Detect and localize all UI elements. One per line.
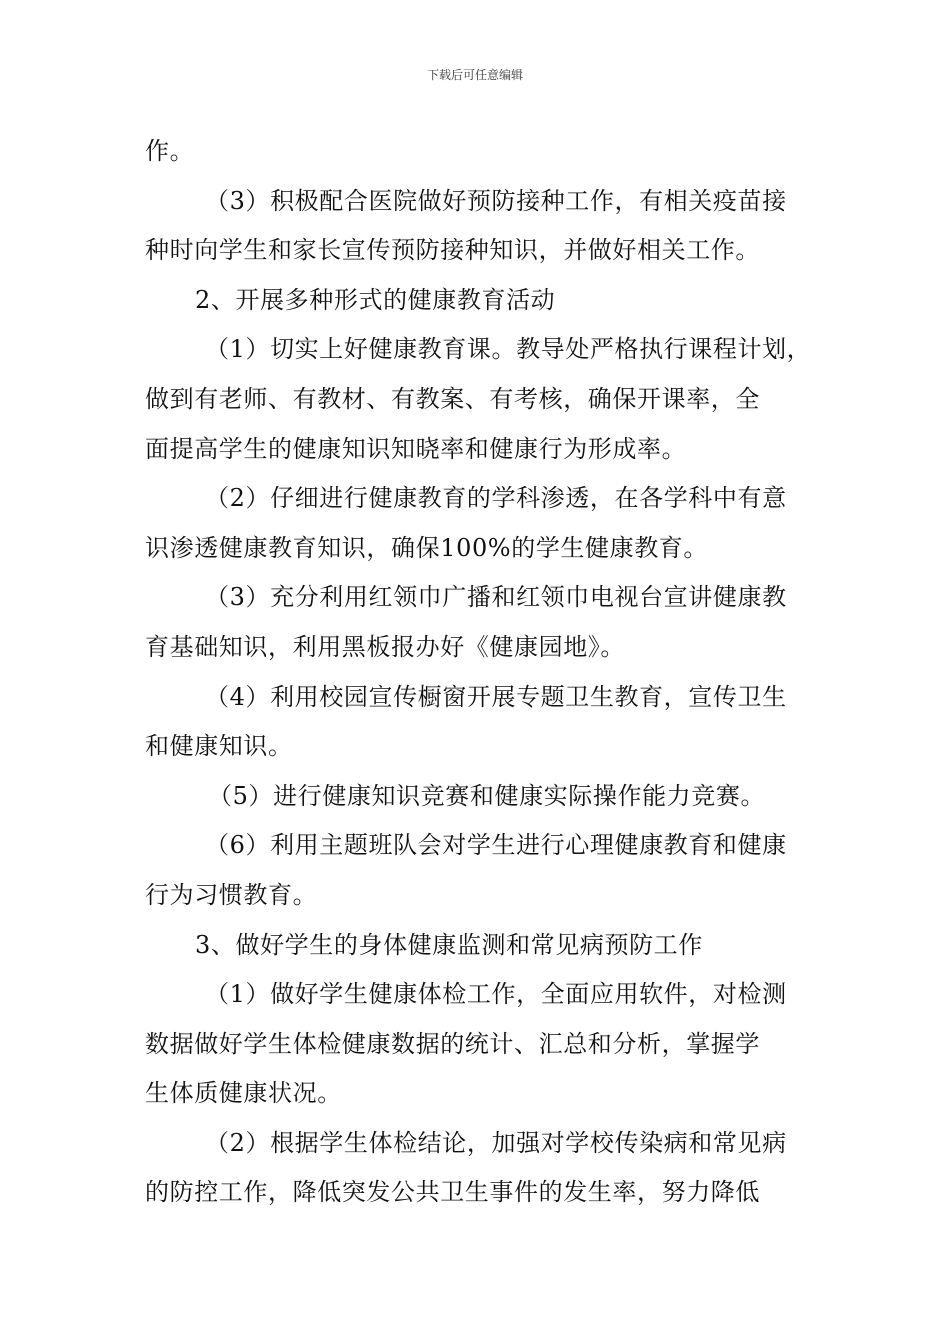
text-line: 生体质健康状况。 [145,1079,342,1108]
text-line: 做到有老师、有教材、有教案、有考核，确保开课率，全 [145,384,760,413]
text-line: 和健康知识。 [145,732,293,761]
page-header: 下载后可任意编辑 [426,68,523,82]
section-heading: 2、开展多种形式的健康教育活动 [195,285,556,314]
text-line: 育基础知识，利用黑板报办好《健康园地》。 [145,632,625,661]
text-line: 种时向学生和家长宣传预防接种知识，并做好相关工作。 [145,236,760,265]
text-line: 识渗透健康教育知识，确保100%的学生健康教育。 [145,533,709,562]
text-line: （4）利用校园宣传橱窗开展专题卫生教育，宣传卫生 [205,682,787,711]
text-line: 作。 [145,137,195,165]
text-line: （1）切实上好健康教育课。教导处严格执行课程计划， [205,335,812,364]
text-line: （6）利用主题班队会对学生进行心理健康教育和健康 [205,831,787,860]
section-heading: 3、做好学生的身体健康监测和常见病预防工作 [195,930,703,959]
text-line: 的防控工作，降低突发公共卫生事件的发生率，努力降低 [145,1178,760,1207]
text-line: （1）做好学生健康体检工作，全面应用软件，对检测 [205,980,787,1009]
text-line: （3）充分利用红领巾广播和红领巾电视台宣讲健康教 [205,583,787,612]
text-line: 面提高学生的健康知识知晓率和健康行为形成率。 [145,434,687,463]
text-line: 行为习惯教育。 [145,880,318,909]
text-line: 数据做好学生体检健康数据的统计、汇总和分析，掌握学 [145,1029,760,1058]
text-line: （2）仔细进行健康教育的学科渗透，在各学科中有意 [205,484,787,513]
document-body [145,127,810,1218]
text-line: （2）根据学生体检结论，加强对学校传染病和常见病 [205,1128,787,1157]
text-line: （5）进行健康知识竞赛和健康实际操作能力竞赛。 [208,781,766,810]
text-line: （3）积极配合医院做好预防接种工作，有相关疫苗接 [205,186,787,215]
